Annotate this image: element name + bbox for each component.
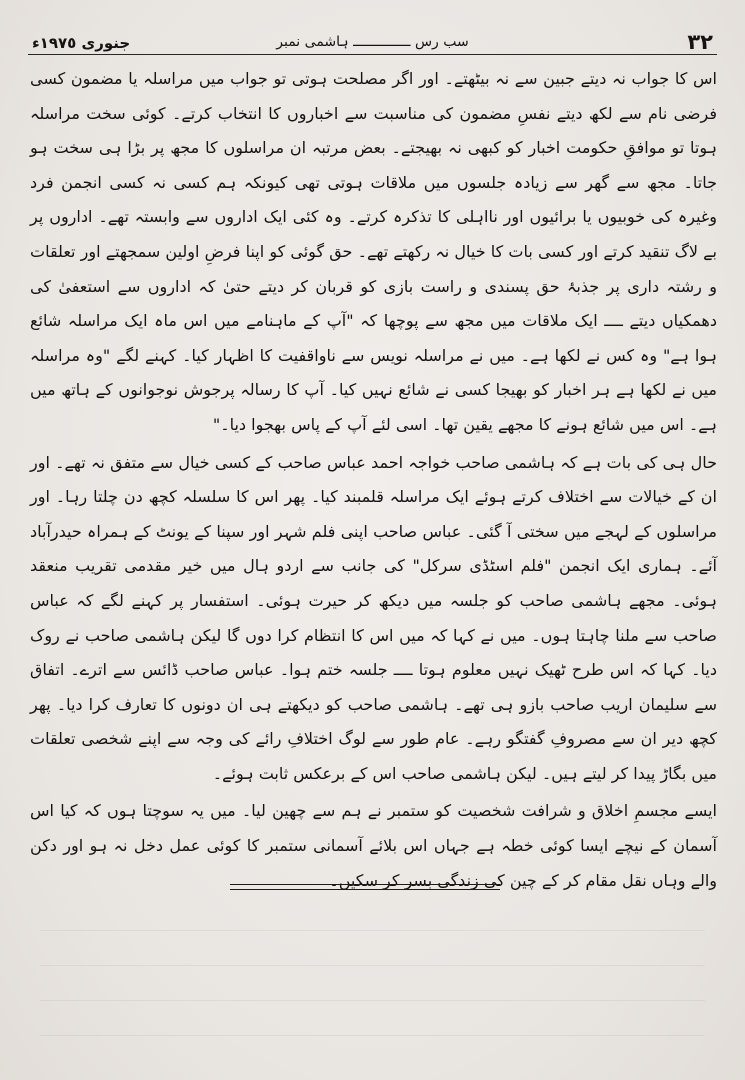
bleed-through-line (40, 965, 705, 967)
bleed-through-line (40, 1000, 705, 1002)
page-number: ٣٢ (687, 30, 713, 54)
running-header (28, 30, 717, 60)
issue-date: جنوری ١٩٧٥ء (32, 34, 131, 52)
paragraph-2: حال ہی کی بات ہے کہ ہاشمی صاحب خواجہ احمد عباس صاحب کے کسی خیال سے متفق نہ تھے۔ اور ان کے خیالات سے اختلاف کرتے ہوئے ایک مراسلہ قلمبند کیا۔ پھر اس کا سلسلہ کچھ دن چلتا رہا۔ اور مراسلوں کے لہجے میں سختی آ گئی۔ عباس صاحب اپنی فلم شہر اور سپنا کے یونٹ کے ہمراہ حیدرآباد آئے۔ ہماری ایک انجمن "فلم اسٹڈی سرکل" کی جانب سے اردو ہال میں خیر مقدمی تقریب منعقد ہوئی۔ مجھے ہاشمی صاحب کو جلسہ میں دیکھ کر حیرت ہوئی۔ استفسار پر کہنے لگے کہ عباس صاحب سے ملنا چاہتا ہوں۔ میں نے کہا کہ میں اس کا انتظام کرا دوں گا لیکن ہاشمی صاحب نے روک دیا۔ کہا کہ اس طرح ٹھیک نہیں معلوم ہوتا ــــ جلسہ ختم ہوا۔ عباس صاحب ڈائس سے اترے۔ اتفاق سے سلیمان اریب صاحب بازو ہی تھے۔ ہاشمی صاحب کو دیکھتے ہی ان دونوں کا تعارف کرا دیا۔ پھر کچھ دیر ان سے مصروفِ گفتگو رہے۔ عام طور سے لوگ اختلافِ رائے کی وجہ سے اپنے شخصی تعلقات میں بگاڑ پیدا کر لیتے ہیں۔ لیکن ہاشمی صاحب اس کے برعکس ثابت ہوئے۔ (30, 452, 717, 783)
end-of-article-rule (230, 884, 500, 890)
bleed-through-line (40, 1035, 705, 1037)
magazine-title: سب رس ــــــــــــــ ہاشمی نمبر (276, 34, 469, 50)
paragraph-3: ایسے مجسمِ اخلاق و شرافت شخصیت کو ستمبر نے ہم سے چھین لیا۔ میں یہ سوچتا ہوں کہ کیا اس آسمان کے نیچے ایسا کوئی خطہ ہے جہاں اس بلائے آسمانی ستمبر کا کوئی عمل دخل نہ ہو اور دکن والے وہاں نقل مقام کر کے چین کی زندگی بسر کر سکیں۔ (30, 801, 717, 890)
bleed-through-line (40, 930, 705, 932)
paragraph-1: اس کا جواب نہ دیتے جبین سے نہ بیٹھتے۔ اور اگر مصلحت ہوتی تو جواب میں مراسلہ یا مضمون کسی فرضی نام سے لکھ دیتے نفسِ مضمون کی مناسبت سے اخباروں کا انتخاب کرتے۔ کوئی سخت مراسلہ ہوتا تو موافقِ حکومت اخبار کو کبھی نہ بھیجتے۔ بعض مرتبہ ان مراسلوں کا مجھ پر بڑا ہی سخت ہو جاتا۔ مجھ سے گھر سے زیادہ جلسوں میں ملاقات ہوتی تھی کیونکہ ہم کسی نہ کسی انجمن فرد وغیرہ کی خوبیوں یا برائیوں اور نااہلی کا تذکرہ کرتے۔ وہ کئی ایک اداروں سے وابستہ تھے۔ اداروں پر بے لاگ تنقید کرتے اور کسی بات کا خیال نہ رکھتے تھے۔ حق گوئی کو اپنا فرضِ اولین سمجھتے اور تعلقات و رشتہ داری پر جذبۂ حق پسندی و راست بازی کو قربان کر دیتے حتیٰ کہ اداروں سے استعفیٰ کی دھمکیاں دیتے ــــ ایک ملاقات میں مجھ سے پوچھا کہ "آپ کے ماہنامے میں اس ماہ ایک مراسلہ شائع ہوا ہے" وہ کس نے لکھا ہے۔ میں نے مراسلہ نویس سے ناواقفیت کا اظہار کیا۔ کہنے لگے "وہ مراسلہ میں نے لکھا ہے ہر اخبار کو بھیجا کسی نے شائع نہیں کیا۔ آپ کا رسالہ پرجوش نوجوانوں کے ہاتھ میں ہے۔ اس میں شائع ہونے کا مجھے یقین تھا۔ اسی لئے آپ کے پاس بھجوا دیا۔" (30, 69, 718, 434)
article-body (30, 62, 717, 898)
header-rule (28, 54, 717, 55)
